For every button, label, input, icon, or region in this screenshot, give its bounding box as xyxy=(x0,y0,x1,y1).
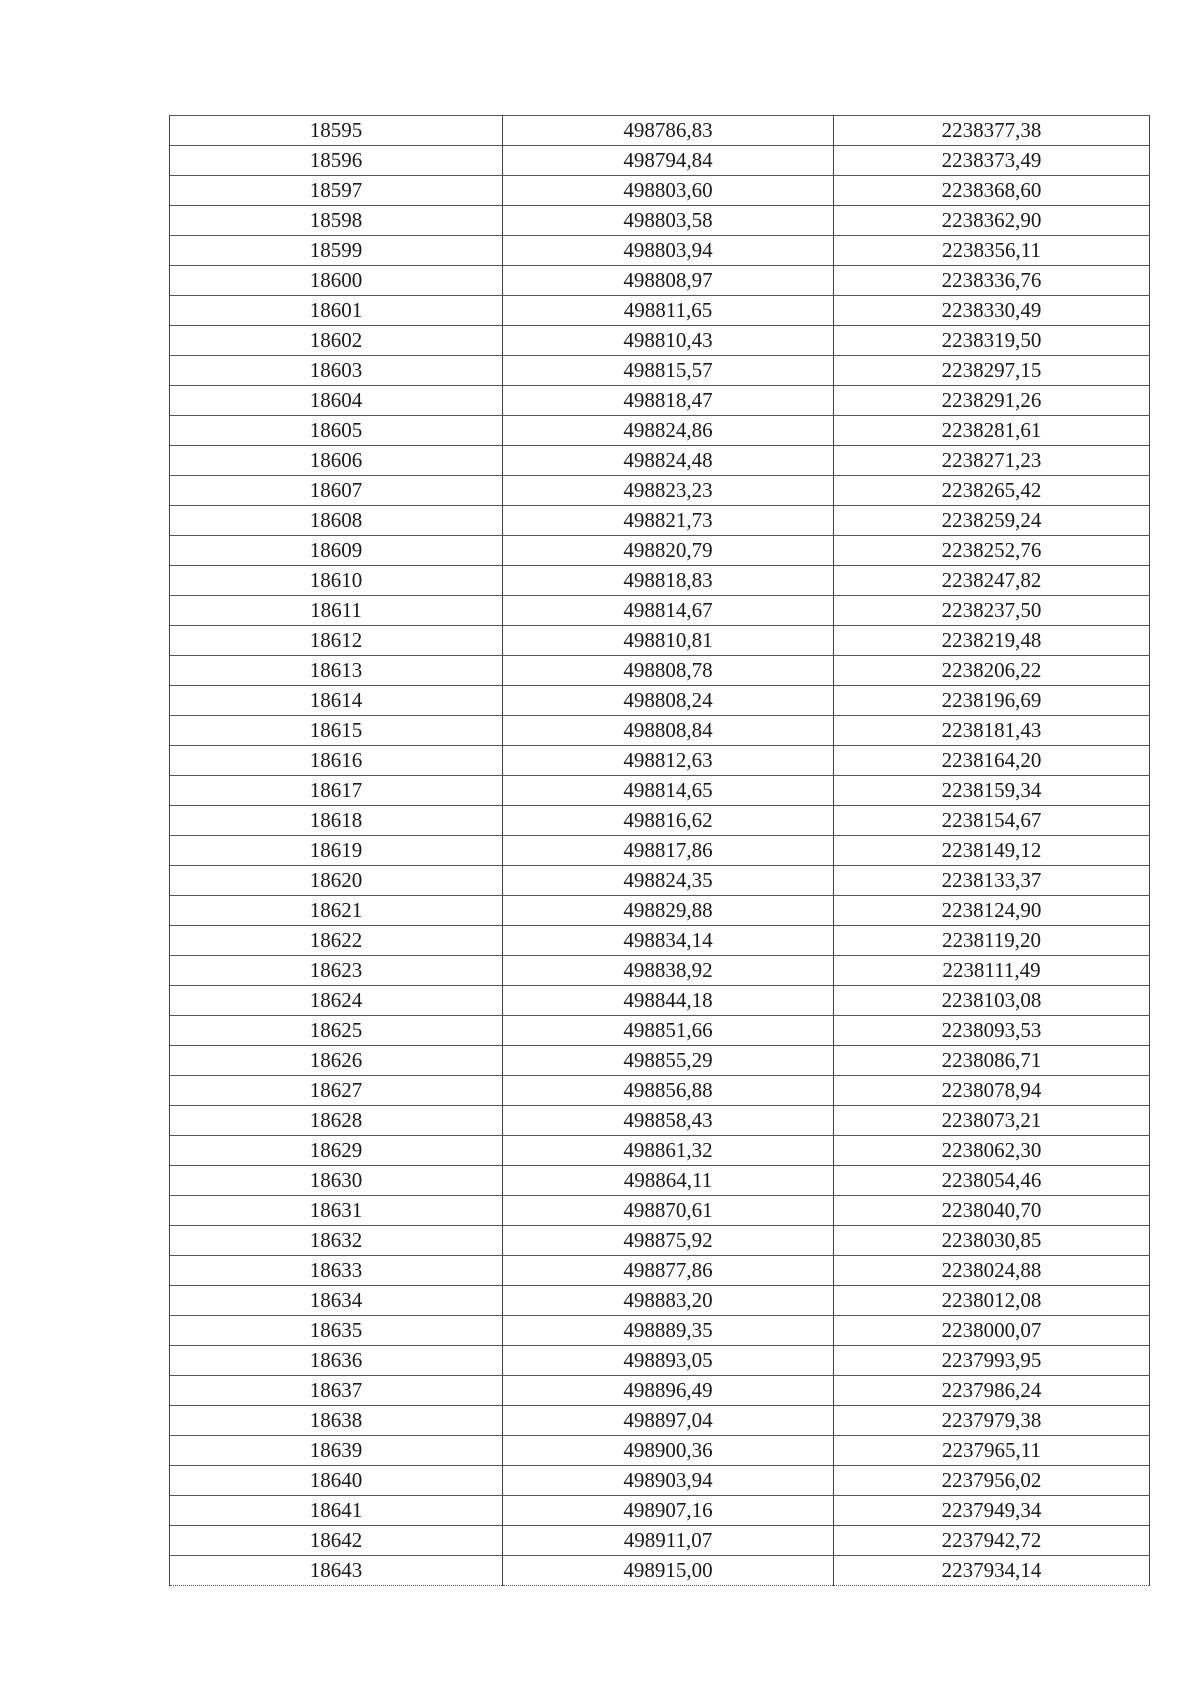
y-coordinate-cell: 2238281,61 xyxy=(834,416,1150,446)
point-number-cell: 18615 xyxy=(170,716,503,746)
y-coordinate-cell: 2237965,11 xyxy=(834,1436,1150,1466)
y-coordinate-cell: 2238247,82 xyxy=(834,566,1150,596)
x-coordinate-cell: 498824,35 xyxy=(503,866,834,896)
point-number-cell: 18602 xyxy=(170,326,503,356)
x-coordinate-cell: 498900,36 xyxy=(503,1436,834,1466)
point-number-cell: 18634 xyxy=(170,1286,503,1316)
table-row xyxy=(170,806,1150,836)
table-row xyxy=(170,1436,1150,1466)
table-row xyxy=(170,1346,1150,1376)
point-number-cell: 18631 xyxy=(170,1196,503,1226)
x-coordinate-cell: 498856,88 xyxy=(503,1076,834,1106)
table-row xyxy=(170,446,1150,476)
x-coordinate-cell: 498838,92 xyxy=(503,956,834,986)
y-coordinate-cell: 2238259,24 xyxy=(834,506,1150,536)
y-coordinate-cell: 2238133,37 xyxy=(834,866,1150,896)
point-number-cell: 18624 xyxy=(170,986,503,1016)
x-coordinate-cell: 498786,83 xyxy=(503,116,834,146)
point-number-cell: 18617 xyxy=(170,776,503,806)
point-number-cell: 18638 xyxy=(170,1406,503,1436)
point-number-cell: 18619 xyxy=(170,836,503,866)
x-coordinate-cell: 498823,23 xyxy=(503,476,834,506)
table-row xyxy=(170,206,1150,236)
x-coordinate-cell: 498893,05 xyxy=(503,1346,834,1376)
table-row xyxy=(170,566,1150,596)
x-coordinate-cell: 498817,86 xyxy=(503,836,834,866)
x-coordinate-cell: 498834,14 xyxy=(503,926,834,956)
y-coordinate-cell: 2238124,90 xyxy=(834,896,1150,926)
y-coordinate-cell: 2238103,08 xyxy=(834,986,1150,1016)
y-coordinate-cell: 2237986,24 xyxy=(834,1376,1150,1406)
table-row xyxy=(170,1016,1150,1046)
table-row xyxy=(170,536,1150,566)
table-row xyxy=(170,386,1150,416)
table-row xyxy=(170,746,1150,776)
table-row xyxy=(170,1376,1150,1406)
y-coordinate-cell: 2238356,11 xyxy=(834,236,1150,266)
y-coordinate-cell: 2237979,38 xyxy=(834,1406,1150,1436)
table-row xyxy=(170,1166,1150,1196)
x-coordinate-cell: 498818,47 xyxy=(503,386,834,416)
table-row xyxy=(170,476,1150,506)
table-row xyxy=(170,176,1150,206)
y-coordinate-cell: 2238062,30 xyxy=(834,1136,1150,1166)
x-coordinate-cell: 498824,86 xyxy=(503,416,834,446)
coordinates-table-body xyxy=(170,116,1150,1586)
point-number-cell: 18605 xyxy=(170,416,503,446)
y-coordinate-cell: 2238181,43 xyxy=(834,716,1150,746)
point-number-cell: 18640 xyxy=(170,1466,503,1496)
x-coordinate-cell: 498903,94 xyxy=(503,1466,834,1496)
x-coordinate-cell: 498858,43 xyxy=(503,1106,834,1136)
table-row xyxy=(170,1076,1150,1106)
point-number-cell: 18600 xyxy=(170,266,503,296)
x-coordinate-cell: 498803,58 xyxy=(503,206,834,236)
x-coordinate-cell: 498803,60 xyxy=(503,176,834,206)
point-number-cell: 18637 xyxy=(170,1376,503,1406)
table-row xyxy=(170,716,1150,746)
point-number-cell: 18603 xyxy=(170,356,503,386)
x-coordinate-cell: 498875,92 xyxy=(503,1226,834,1256)
x-coordinate-cell: 498855,29 xyxy=(503,1046,834,1076)
y-coordinate-cell: 2238149,12 xyxy=(834,836,1150,866)
y-coordinate-cell: 2238164,20 xyxy=(834,746,1150,776)
table-row xyxy=(170,116,1150,146)
y-coordinate-cell: 2238086,71 xyxy=(834,1046,1150,1076)
point-number-cell: 18641 xyxy=(170,1496,503,1526)
y-coordinate-cell: 2238093,53 xyxy=(834,1016,1150,1046)
table-row xyxy=(170,1196,1150,1226)
y-coordinate-cell: 2238119,20 xyxy=(834,926,1150,956)
y-coordinate-cell: 2238206,22 xyxy=(834,656,1150,686)
x-coordinate-cell: 498824,48 xyxy=(503,446,834,476)
table-row xyxy=(170,146,1150,176)
table-row xyxy=(170,326,1150,356)
x-coordinate-cell: 498811,65 xyxy=(503,296,834,326)
y-coordinate-cell: 2237949,34 xyxy=(834,1496,1150,1526)
x-coordinate-cell: 498897,04 xyxy=(503,1406,834,1436)
x-coordinate-cell: 498829,88 xyxy=(503,896,834,926)
x-coordinate-cell: 498816,62 xyxy=(503,806,834,836)
table-row xyxy=(170,656,1150,686)
y-coordinate-cell: 2238012,08 xyxy=(834,1286,1150,1316)
x-coordinate-cell: 498812,63 xyxy=(503,746,834,776)
point-number-cell: 18627 xyxy=(170,1076,503,1106)
x-coordinate-cell: 498907,16 xyxy=(503,1496,834,1526)
table-row xyxy=(170,926,1150,956)
point-number-cell: 18604 xyxy=(170,386,503,416)
y-coordinate-cell: 2237956,02 xyxy=(834,1466,1150,1496)
x-coordinate-cell: 498851,66 xyxy=(503,1016,834,1046)
y-coordinate-cell: 2238237,50 xyxy=(834,596,1150,626)
table-row xyxy=(170,506,1150,536)
point-number-cell: 18596 xyxy=(170,146,503,176)
y-coordinate-cell: 2238297,15 xyxy=(834,356,1150,386)
y-coordinate-cell: 2238196,69 xyxy=(834,686,1150,716)
y-coordinate-cell: 2238030,85 xyxy=(834,1226,1150,1256)
point-number-cell: 18607 xyxy=(170,476,503,506)
y-coordinate-cell: 2238362,90 xyxy=(834,206,1150,236)
point-number-cell: 18643 xyxy=(170,1556,503,1586)
table-row xyxy=(170,266,1150,296)
x-coordinate-cell: 498889,35 xyxy=(503,1316,834,1346)
y-coordinate-cell: 2237942,72 xyxy=(834,1526,1150,1556)
point-number-cell: 18608 xyxy=(170,506,503,536)
point-number-cell: 18614 xyxy=(170,686,503,716)
table-row xyxy=(170,986,1150,1016)
table-row xyxy=(170,776,1150,806)
table-row xyxy=(170,296,1150,326)
point-number-cell: 18625 xyxy=(170,1016,503,1046)
point-number-cell: 18628 xyxy=(170,1106,503,1136)
y-coordinate-cell: 2238265,42 xyxy=(834,476,1150,506)
x-coordinate-cell: 498803,94 xyxy=(503,236,834,266)
point-number-cell: 18611 xyxy=(170,596,503,626)
y-coordinate-cell: 2238073,21 xyxy=(834,1106,1150,1136)
y-coordinate-cell: 2238111,49 xyxy=(834,956,1150,986)
table-row xyxy=(170,1256,1150,1286)
y-coordinate-cell: 2238336,76 xyxy=(834,266,1150,296)
point-number-cell: 18618 xyxy=(170,806,503,836)
point-number-cell: 18595 xyxy=(170,116,503,146)
point-number-cell: 18599 xyxy=(170,236,503,266)
y-coordinate-cell: 2238373,49 xyxy=(834,146,1150,176)
x-coordinate-cell: 498794,84 xyxy=(503,146,834,176)
point-number-cell: 18622 xyxy=(170,926,503,956)
table-row xyxy=(170,956,1150,986)
point-number-cell: 18642 xyxy=(170,1526,503,1556)
table-row xyxy=(170,1226,1150,1256)
table-row xyxy=(170,1526,1150,1556)
table-row xyxy=(170,1406,1150,1436)
x-coordinate-cell: 498808,84 xyxy=(503,716,834,746)
table-row xyxy=(170,866,1150,896)
table-row xyxy=(170,236,1150,266)
point-number-cell: 18606 xyxy=(170,446,503,476)
table-row xyxy=(170,896,1150,926)
point-number-cell: 18629 xyxy=(170,1136,503,1166)
y-coordinate-cell: 2238040,70 xyxy=(834,1196,1150,1226)
x-coordinate-cell: 498883,20 xyxy=(503,1286,834,1316)
y-coordinate-cell: 2238377,38 xyxy=(834,116,1150,146)
x-coordinate-cell: 498821,73 xyxy=(503,506,834,536)
y-coordinate-cell: 2238078,94 xyxy=(834,1076,1150,1106)
x-coordinate-cell: 498810,81 xyxy=(503,626,834,656)
x-coordinate-cell: 498844,18 xyxy=(503,986,834,1016)
y-coordinate-cell: 2238330,49 xyxy=(834,296,1150,326)
point-number-cell: 18597 xyxy=(170,176,503,206)
x-coordinate-cell: 498870,61 xyxy=(503,1196,834,1226)
x-coordinate-cell: 498808,78 xyxy=(503,656,834,686)
x-coordinate-cell: 498861,32 xyxy=(503,1136,834,1166)
point-number-cell: 18616 xyxy=(170,746,503,776)
x-coordinate-cell: 498896,49 xyxy=(503,1376,834,1406)
x-coordinate-cell: 498810,43 xyxy=(503,326,834,356)
x-coordinate-cell: 498911,07 xyxy=(503,1526,834,1556)
x-coordinate-cell: 498808,24 xyxy=(503,686,834,716)
point-number-cell: 18630 xyxy=(170,1166,503,1196)
point-number-cell: 18613 xyxy=(170,656,503,686)
table-row xyxy=(170,1046,1150,1076)
y-coordinate-cell: 2238000,07 xyxy=(834,1316,1150,1346)
x-coordinate-cell: 498820,79 xyxy=(503,536,834,566)
x-coordinate-cell: 498814,67 xyxy=(503,596,834,626)
point-number-cell: 18626 xyxy=(170,1046,503,1076)
table-row xyxy=(170,686,1150,716)
y-coordinate-cell: 2238368,60 xyxy=(834,176,1150,206)
point-number-cell: 18612 xyxy=(170,626,503,656)
table-row xyxy=(170,1466,1150,1496)
table-row xyxy=(170,1556,1150,1586)
point-number-cell: 18598 xyxy=(170,206,503,236)
y-coordinate-cell: 2238154,67 xyxy=(834,806,1150,836)
coordinates-table xyxy=(169,115,1150,1586)
point-number-cell: 18609 xyxy=(170,536,503,566)
point-number-cell: 18601 xyxy=(170,296,503,326)
x-coordinate-cell: 498877,86 xyxy=(503,1256,834,1286)
x-coordinate-cell: 498818,83 xyxy=(503,566,834,596)
point-number-cell: 18620 xyxy=(170,866,503,896)
table-row xyxy=(170,356,1150,386)
table-row xyxy=(170,416,1150,446)
y-coordinate-cell: 2238271,23 xyxy=(834,446,1150,476)
point-number-cell: 18621 xyxy=(170,896,503,926)
table-row xyxy=(170,1106,1150,1136)
point-number-cell: 18623 xyxy=(170,956,503,986)
x-coordinate-cell: 498815,57 xyxy=(503,356,834,386)
y-coordinate-cell: 2237934,14 xyxy=(834,1556,1150,1586)
y-coordinate-cell: 2238024,88 xyxy=(834,1256,1150,1286)
point-number-cell: 18639 xyxy=(170,1436,503,1466)
table-row xyxy=(170,1136,1150,1166)
y-coordinate-cell: 2238252,76 xyxy=(834,536,1150,566)
point-number-cell: 18610 xyxy=(170,566,503,596)
x-coordinate-cell: 498808,97 xyxy=(503,266,834,296)
y-coordinate-cell: 2238219,48 xyxy=(834,626,1150,656)
table-row xyxy=(170,1496,1150,1526)
y-coordinate-cell: 2238291,26 xyxy=(834,386,1150,416)
table-row xyxy=(170,836,1150,866)
point-number-cell: 18633 xyxy=(170,1256,503,1286)
point-number-cell: 18635 xyxy=(170,1316,503,1346)
y-coordinate-cell: 2237993,95 xyxy=(834,1346,1150,1376)
point-number-cell: 18632 xyxy=(170,1226,503,1256)
x-coordinate-cell: 498814,65 xyxy=(503,776,834,806)
table-row xyxy=(170,1316,1150,1346)
y-coordinate-cell: 2238319,50 xyxy=(834,326,1150,356)
x-coordinate-cell: 498915,00 xyxy=(503,1556,834,1586)
table-row xyxy=(170,626,1150,656)
y-coordinate-cell: 2238054,46 xyxy=(834,1166,1150,1196)
point-number-cell: 18636 xyxy=(170,1346,503,1376)
y-coordinate-cell: 2238159,34 xyxy=(834,776,1150,806)
table-row xyxy=(170,1286,1150,1316)
x-coordinate-cell: 498864,11 xyxy=(503,1166,834,1196)
table-row xyxy=(170,596,1150,626)
